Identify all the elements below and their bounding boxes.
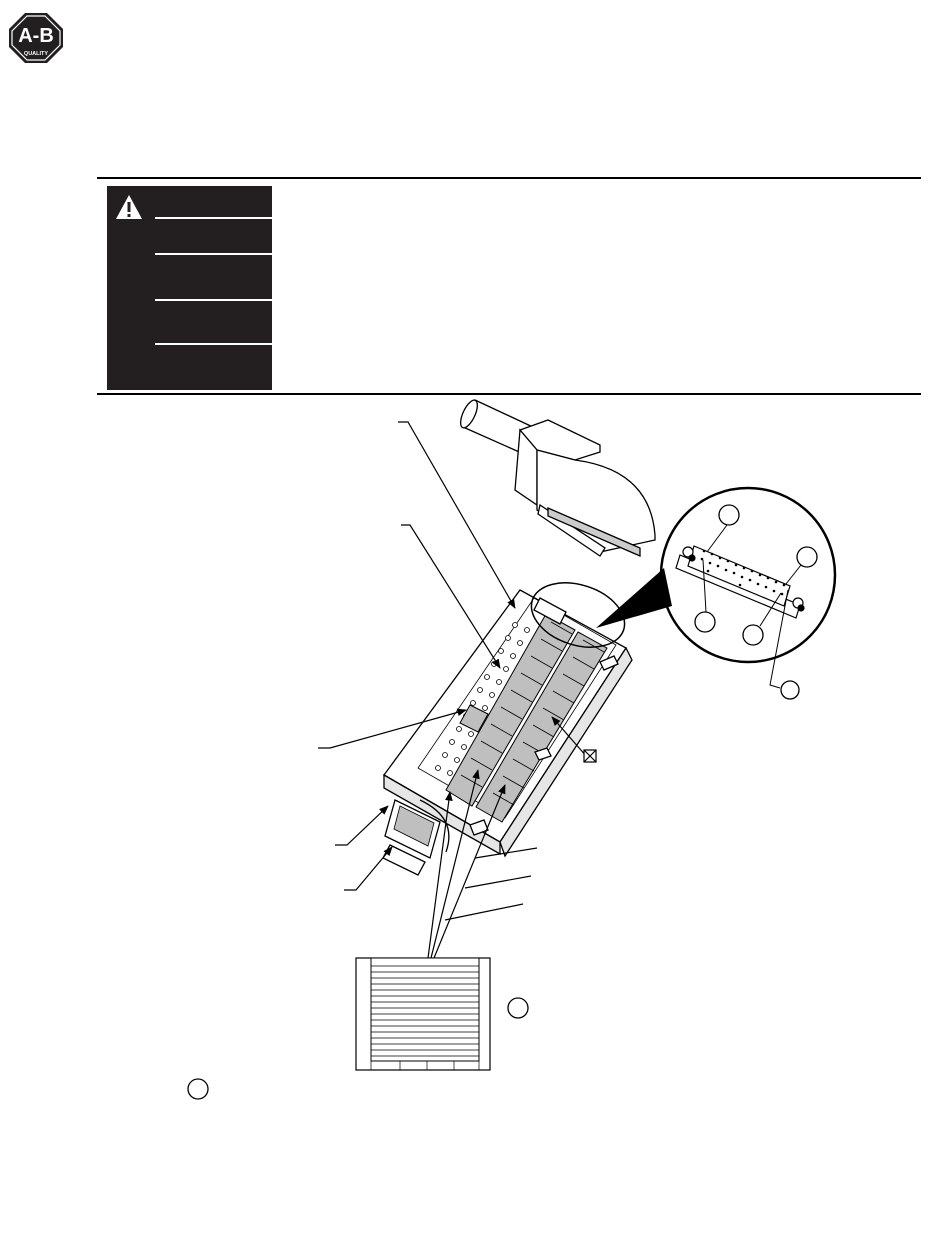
callout-circle	[188, 1079, 208, 1099]
callout-circle	[781, 681, 799, 699]
callout-circle	[797, 547, 817, 567]
callout-circle	[719, 505, 739, 525]
boxed-x-icon	[584, 750, 596, 762]
svg-text:A-B: A-B	[18, 25, 54, 47]
callout-circle	[743, 625, 763, 645]
svg-text:QUALITY: QUALITY	[23, 51, 49, 57]
interface-module-body	[383, 590, 632, 875]
callout-circle	[508, 998, 528, 1018]
callout-circle	[695, 612, 715, 632]
terminal-label-card	[356, 958, 490, 1070]
cable-connector	[457, 398, 655, 556]
